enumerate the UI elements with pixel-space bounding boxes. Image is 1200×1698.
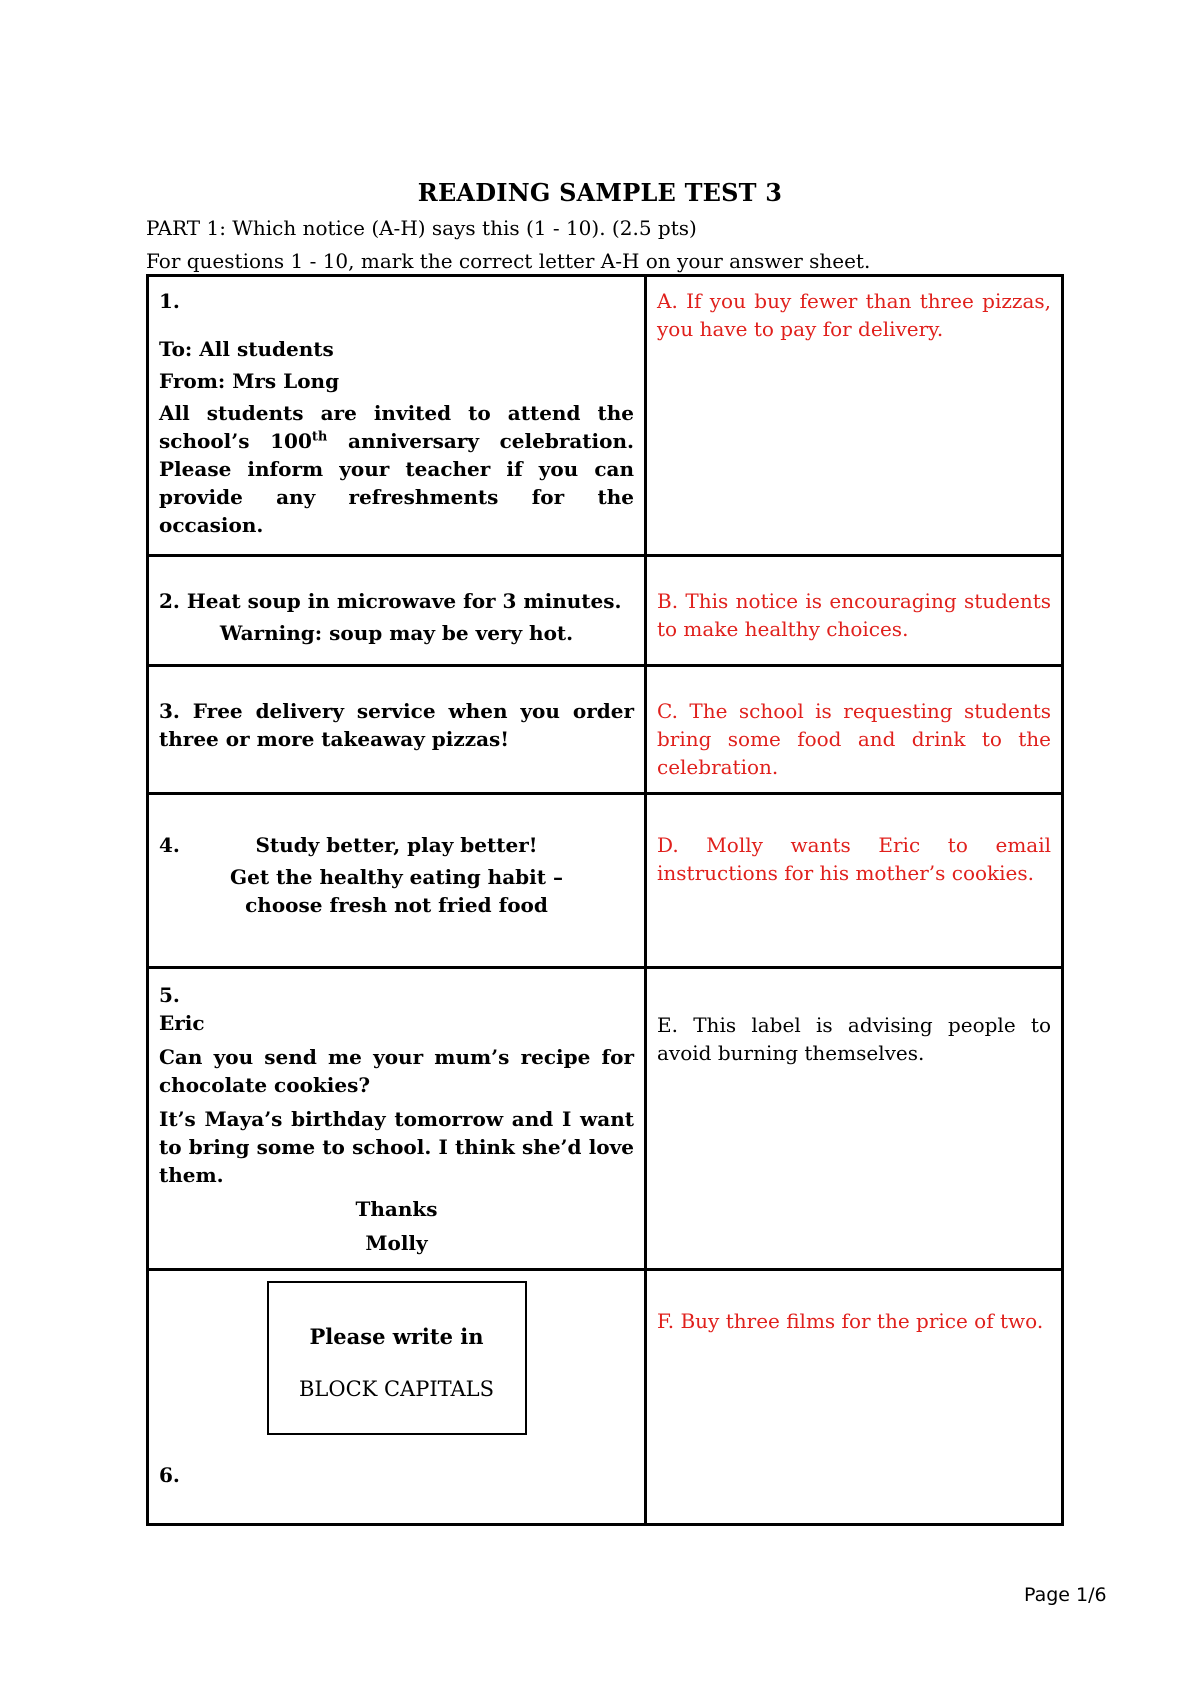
option-b (646, 556, 1063, 666)
page-number: Page 1/6 (1024, 1584, 1107, 1606)
notice-6 (148, 1270, 646, 1525)
notice-4-heading-line (159, 831, 634, 859)
table-row (148, 276, 1063, 556)
table-row (148, 968, 1063, 1270)
notice-5-greeting: Eric (159, 1011, 205, 1035)
option-d-text: D. Molly wants Eric to email instructions for his mother’s cookies. (657, 833, 1051, 885)
notice-6-box (267, 1281, 527, 1435)
option-d (646, 794, 1063, 968)
option-c (646, 666, 1063, 794)
notice-1-to: To: All students (159, 337, 334, 361)
table-row (148, 666, 1063, 794)
notice-2 (148, 556, 646, 666)
instruction-line-2: For questions 1 - 10, mark the correct letter A-H on your answer sheet. (146, 249, 871, 273)
option-b-text: B. This notice is encouraging students to make healthy choices. (657, 589, 1051, 641)
notices-table (146, 274, 1064, 1526)
notice-1-body-text-2: anniversary celebration. Please inform your teacher if you can provide any refreshments for the occasion. (159, 429, 634, 537)
notice-4 (148, 794, 646, 968)
notice-number: 6. (159, 1463, 180, 1487)
notice-1-from: From: Mrs Long (159, 369, 340, 393)
notice-2-line-1: 2. Heat soup in microwave for 3 minutes. (159, 589, 622, 613)
notice-5-paragraph-1: Can you send me your mum’s recipe for chocolate cookies? (159, 1045, 634, 1097)
notice-3 (148, 666, 646, 794)
notice-number: 1. (159, 289, 180, 313)
instruction-line-1: PART 1: Which notice (A-H) says this (1 - 10). (2.5 pts) (146, 216, 697, 240)
table-row (148, 556, 1063, 666)
notice-1-body-text: All students are invited to attend the school’s 100 (159, 401, 634, 453)
table-row (148, 1270, 1063, 1525)
notice-number: 4. (159, 833, 180, 857)
notice-4-body: Get the healthy eating habit – choose fresh not fried food (230, 865, 563, 917)
notice-number: 5. (159, 983, 180, 1007)
notice-5-paragraph-2: It’s Maya’s birthday tomorrow and I want to bring some to school. I think she’d love them. (159, 1107, 634, 1187)
option-a-text: A. If you buy fewer than three pizzas, you have to pay for delivery. (657, 289, 1051, 341)
page-title: READING SAMPLE TEST 3 (417, 178, 783, 207)
option-f (646, 1270, 1063, 1525)
notice-3-text: 3. Free delivery service when you order three or more takeaway pizzas! (159, 699, 634, 751)
notice-5-signoff: Thanks (355, 1197, 438, 1221)
option-e-text: E. This label is advising people to avoid burning themselves. (657, 1013, 1051, 1065)
notice-5-name: Molly (365, 1231, 428, 1255)
superscript: th (311, 429, 328, 445)
notice-1-body (159, 399, 634, 539)
notice-5 (148, 968, 646, 1270)
option-c-text: C. The school is requesting students bring some food and drink to the celebration. (657, 699, 1051, 779)
table-row (148, 794, 1063, 968)
notice-1 (148, 276, 646, 556)
option-e (646, 968, 1063, 1270)
notice-2-line-2: Warning: soup may be very hot. (219, 621, 574, 645)
notice-6-box-line-1: Please write in (309, 1324, 484, 1349)
option-a (646, 276, 1063, 556)
notice-6-box-line-2: BLOCK CAPITALS (298, 1377, 495, 1401)
option-f-text: F. Buy three films for the price of two. (657, 1309, 1044, 1333)
notice-4-heading: Study better, play better! (255, 833, 538, 857)
